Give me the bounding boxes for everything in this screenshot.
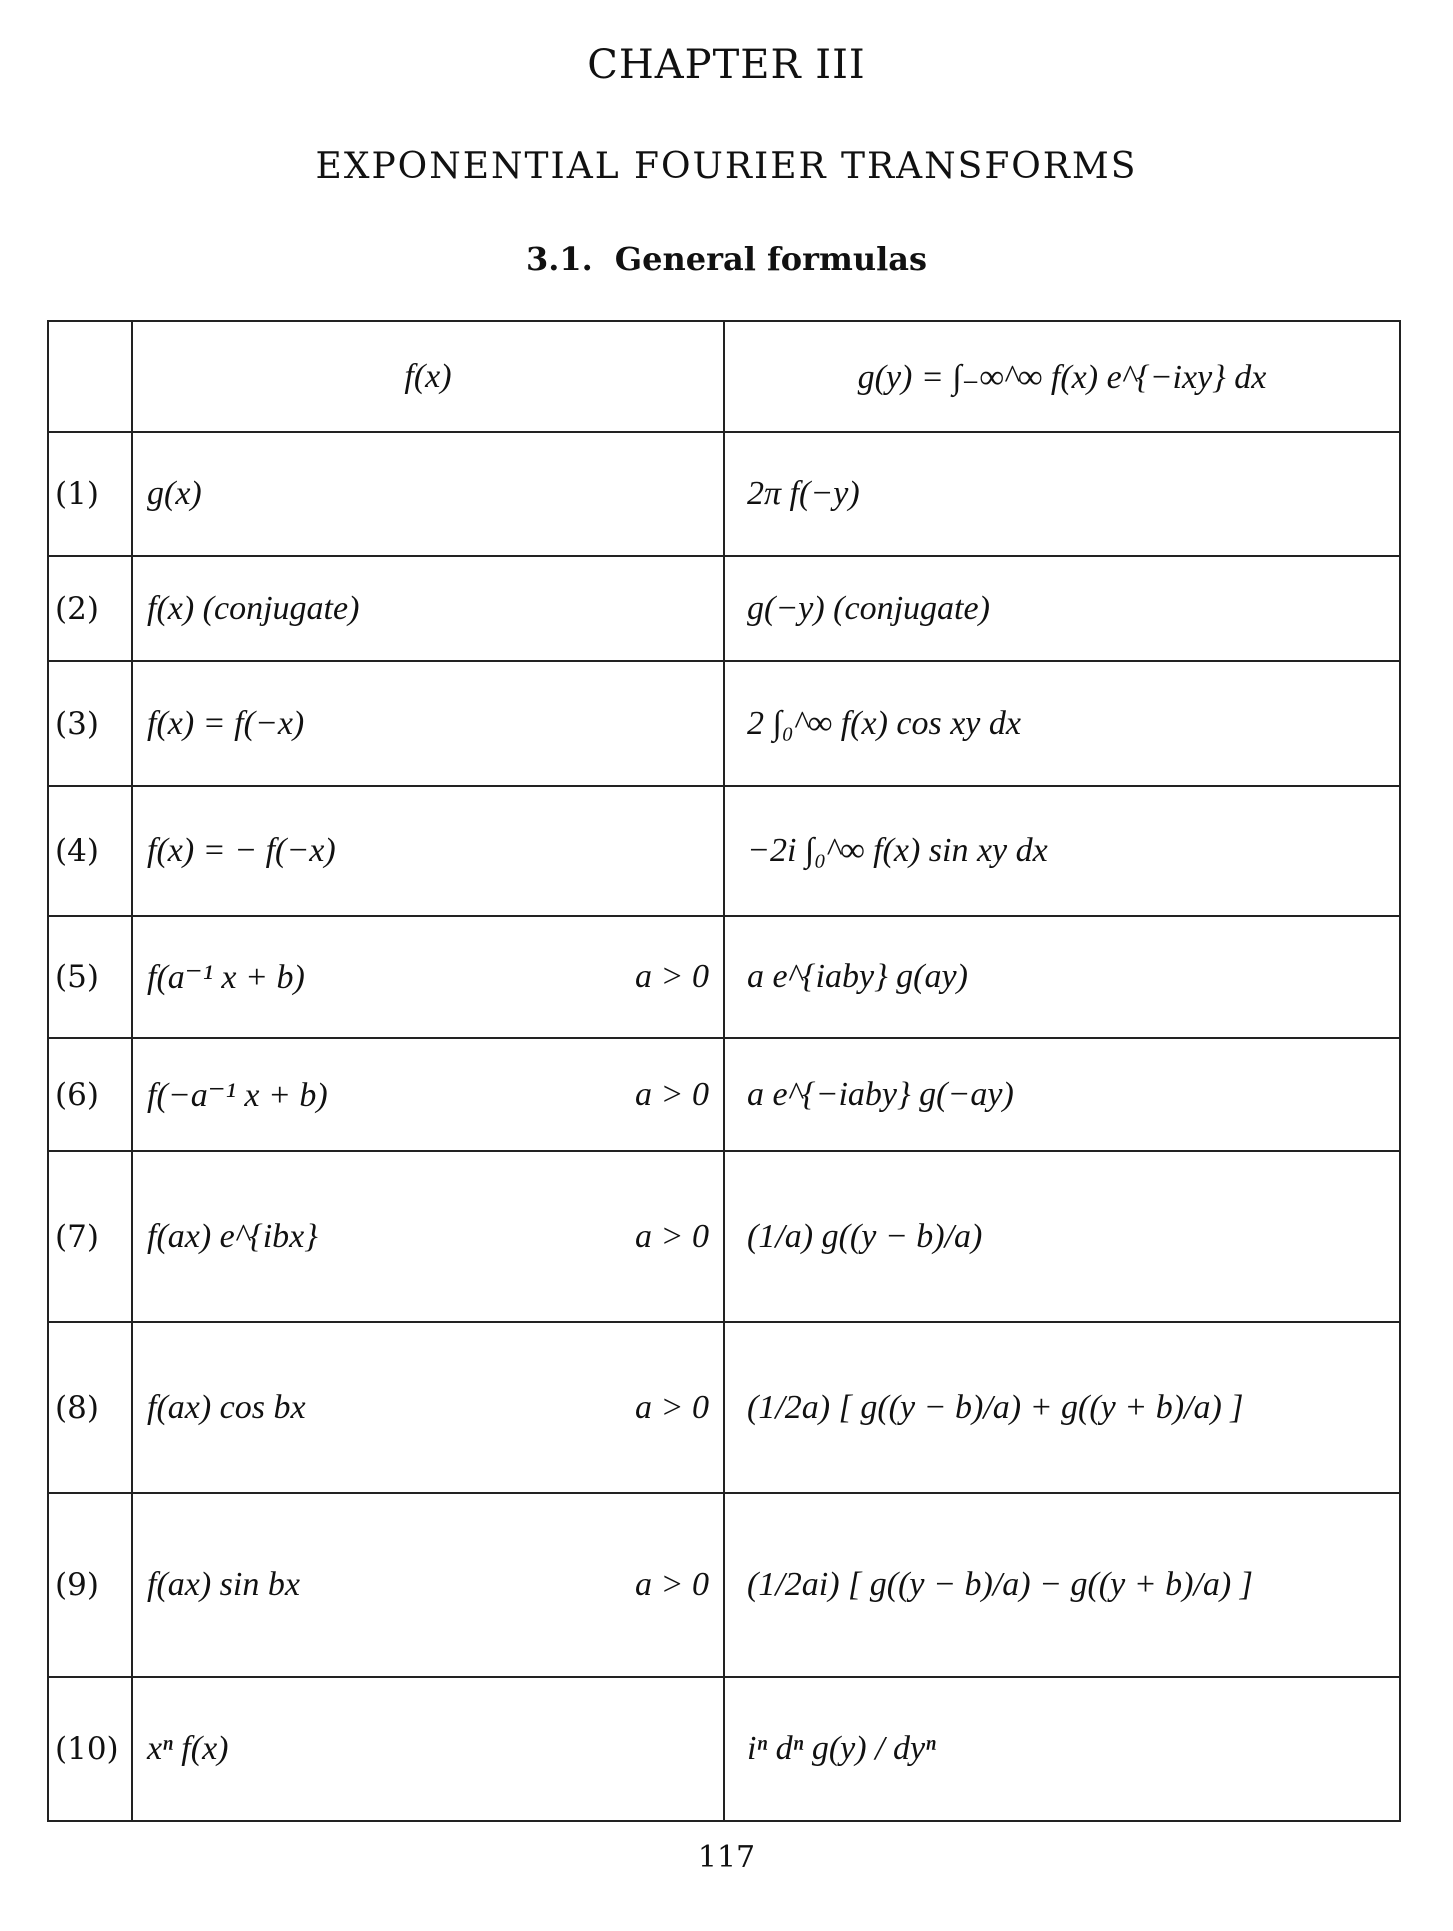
transform-table	[47, 320, 1401, 1822]
chapter-title: EXPONENTIAL FOURIER TRANSFORMS	[315, 146, 1138, 187]
g-expr: a e^{−iaby} g(−ay)	[747, 1075, 1014, 1113]
section-number: 3.1.	[525, 240, 593, 278]
section-title: General formulas	[614, 240, 927, 278]
g-cell	[724, 1322, 1400, 1493]
f-cell	[132, 1322, 724, 1493]
table-row	[48, 661, 1400, 786]
header-blank-cell	[48, 321, 132, 432]
f-cell	[132, 661, 724, 786]
condition: a > 0	[635, 1075, 709, 1113]
g-cell	[724, 1677, 1400, 1821]
f-cell	[132, 1038, 724, 1151]
table-row	[48, 916, 1400, 1038]
f-expr: g(x)	[147, 475, 202, 512]
header-g-cell	[724, 321, 1400, 432]
row-number: (2)	[48, 556, 132, 661]
row-number: (1)	[48, 432, 132, 556]
g-cell	[724, 432, 1400, 556]
g-expr: (1/a) g((y − b)/a)	[747, 1217, 983, 1255]
row-number: (6)	[48, 1038, 132, 1151]
g-cell	[724, 1151, 1400, 1322]
g-expr: 2π f(−y)	[747, 475, 860, 512]
row-number: (10)	[48, 1677, 132, 1821]
g-cell	[724, 1493, 1400, 1677]
row-number: (7)	[48, 1151, 132, 1322]
table-row	[48, 1493, 1400, 1677]
g-cell	[724, 1038, 1400, 1151]
f-cell	[132, 916, 724, 1038]
table-row	[48, 432, 1400, 556]
row-number: (8)	[48, 1322, 132, 1493]
g-expr: iⁿ dⁿ g(y) / dyⁿ	[747, 1730, 936, 1767]
f-expr: f(ax) e^{ibx}	[147, 1217, 318, 1255]
header-f-cell	[132, 321, 724, 432]
f-expr: f(−a⁻¹ x + b)	[147, 1076, 328, 1114]
f-expr: f(x) = f(−x)	[147, 704, 305, 742]
g-expr: −2i ∫₀^∞ f(x) sin xy dx	[747, 832, 1048, 869]
table-row	[48, 1677, 1400, 1821]
f-expr: xⁿ f(x)	[147, 1730, 229, 1767]
g-expr: (1/2a) [ g((y − b)/a) + g((y + b)/a) ]	[747, 1388, 1244, 1426]
f-cell	[132, 1677, 724, 1821]
f-expr: f(ax) cos bx	[147, 1388, 306, 1426]
col-header-f: f(x)	[404, 357, 452, 395]
f-cell	[132, 1151, 724, 1322]
table-row	[48, 556, 1400, 661]
g-cell	[724, 916, 1400, 1038]
row-number: (5)	[48, 916, 132, 1038]
f-expr: f(x) = − f(−x)	[147, 832, 336, 869]
g-expr: g(−y) (conjugate)	[747, 589, 990, 627]
condition: a > 0	[635, 1566, 709, 1603]
row-number: (3)	[48, 661, 132, 786]
table-row	[48, 1038, 1400, 1151]
chapter-heading: CHAPTER III	[587, 42, 866, 88]
section-heading	[0, 240, 1453, 278]
table-row	[48, 1322, 1400, 1493]
condition: a > 0	[635, 1217, 709, 1255]
g-cell	[724, 786, 1400, 916]
condition: a > 0	[635, 1388, 709, 1426]
f-cell	[132, 432, 724, 556]
col-header-g: g(y) = ∫₋∞^∞ f(x) e^{−ixy} dx	[857, 358, 1267, 396]
condition: a > 0	[635, 958, 709, 995]
table-header-row	[48, 321, 1400, 432]
g-cell	[724, 661, 1400, 786]
page-number: 117	[697, 1840, 756, 1875]
table-row	[48, 786, 1400, 916]
table-row	[48, 1151, 1400, 1322]
f-cell	[132, 1493, 724, 1677]
f-expr: f(a⁻¹ x + b)	[147, 959, 305, 996]
f-cell	[132, 786, 724, 916]
g-expr: a e^{iaby} g(ay)	[747, 958, 968, 995]
f-expr: f(x) (conjugate)	[147, 589, 360, 627]
g-expr: 2 ∫₀^∞ f(x) cos xy dx	[747, 704, 1021, 742]
row-number: (4)	[48, 786, 132, 916]
g-expr: (1/2ai) [ g((y − b)/a) − g((y + b)/a) ]	[747, 1566, 1253, 1603]
row-number: (9)	[48, 1493, 132, 1677]
f-cell	[132, 556, 724, 661]
f-expr: f(ax) sin bx	[147, 1566, 300, 1603]
g-cell	[724, 556, 1400, 661]
